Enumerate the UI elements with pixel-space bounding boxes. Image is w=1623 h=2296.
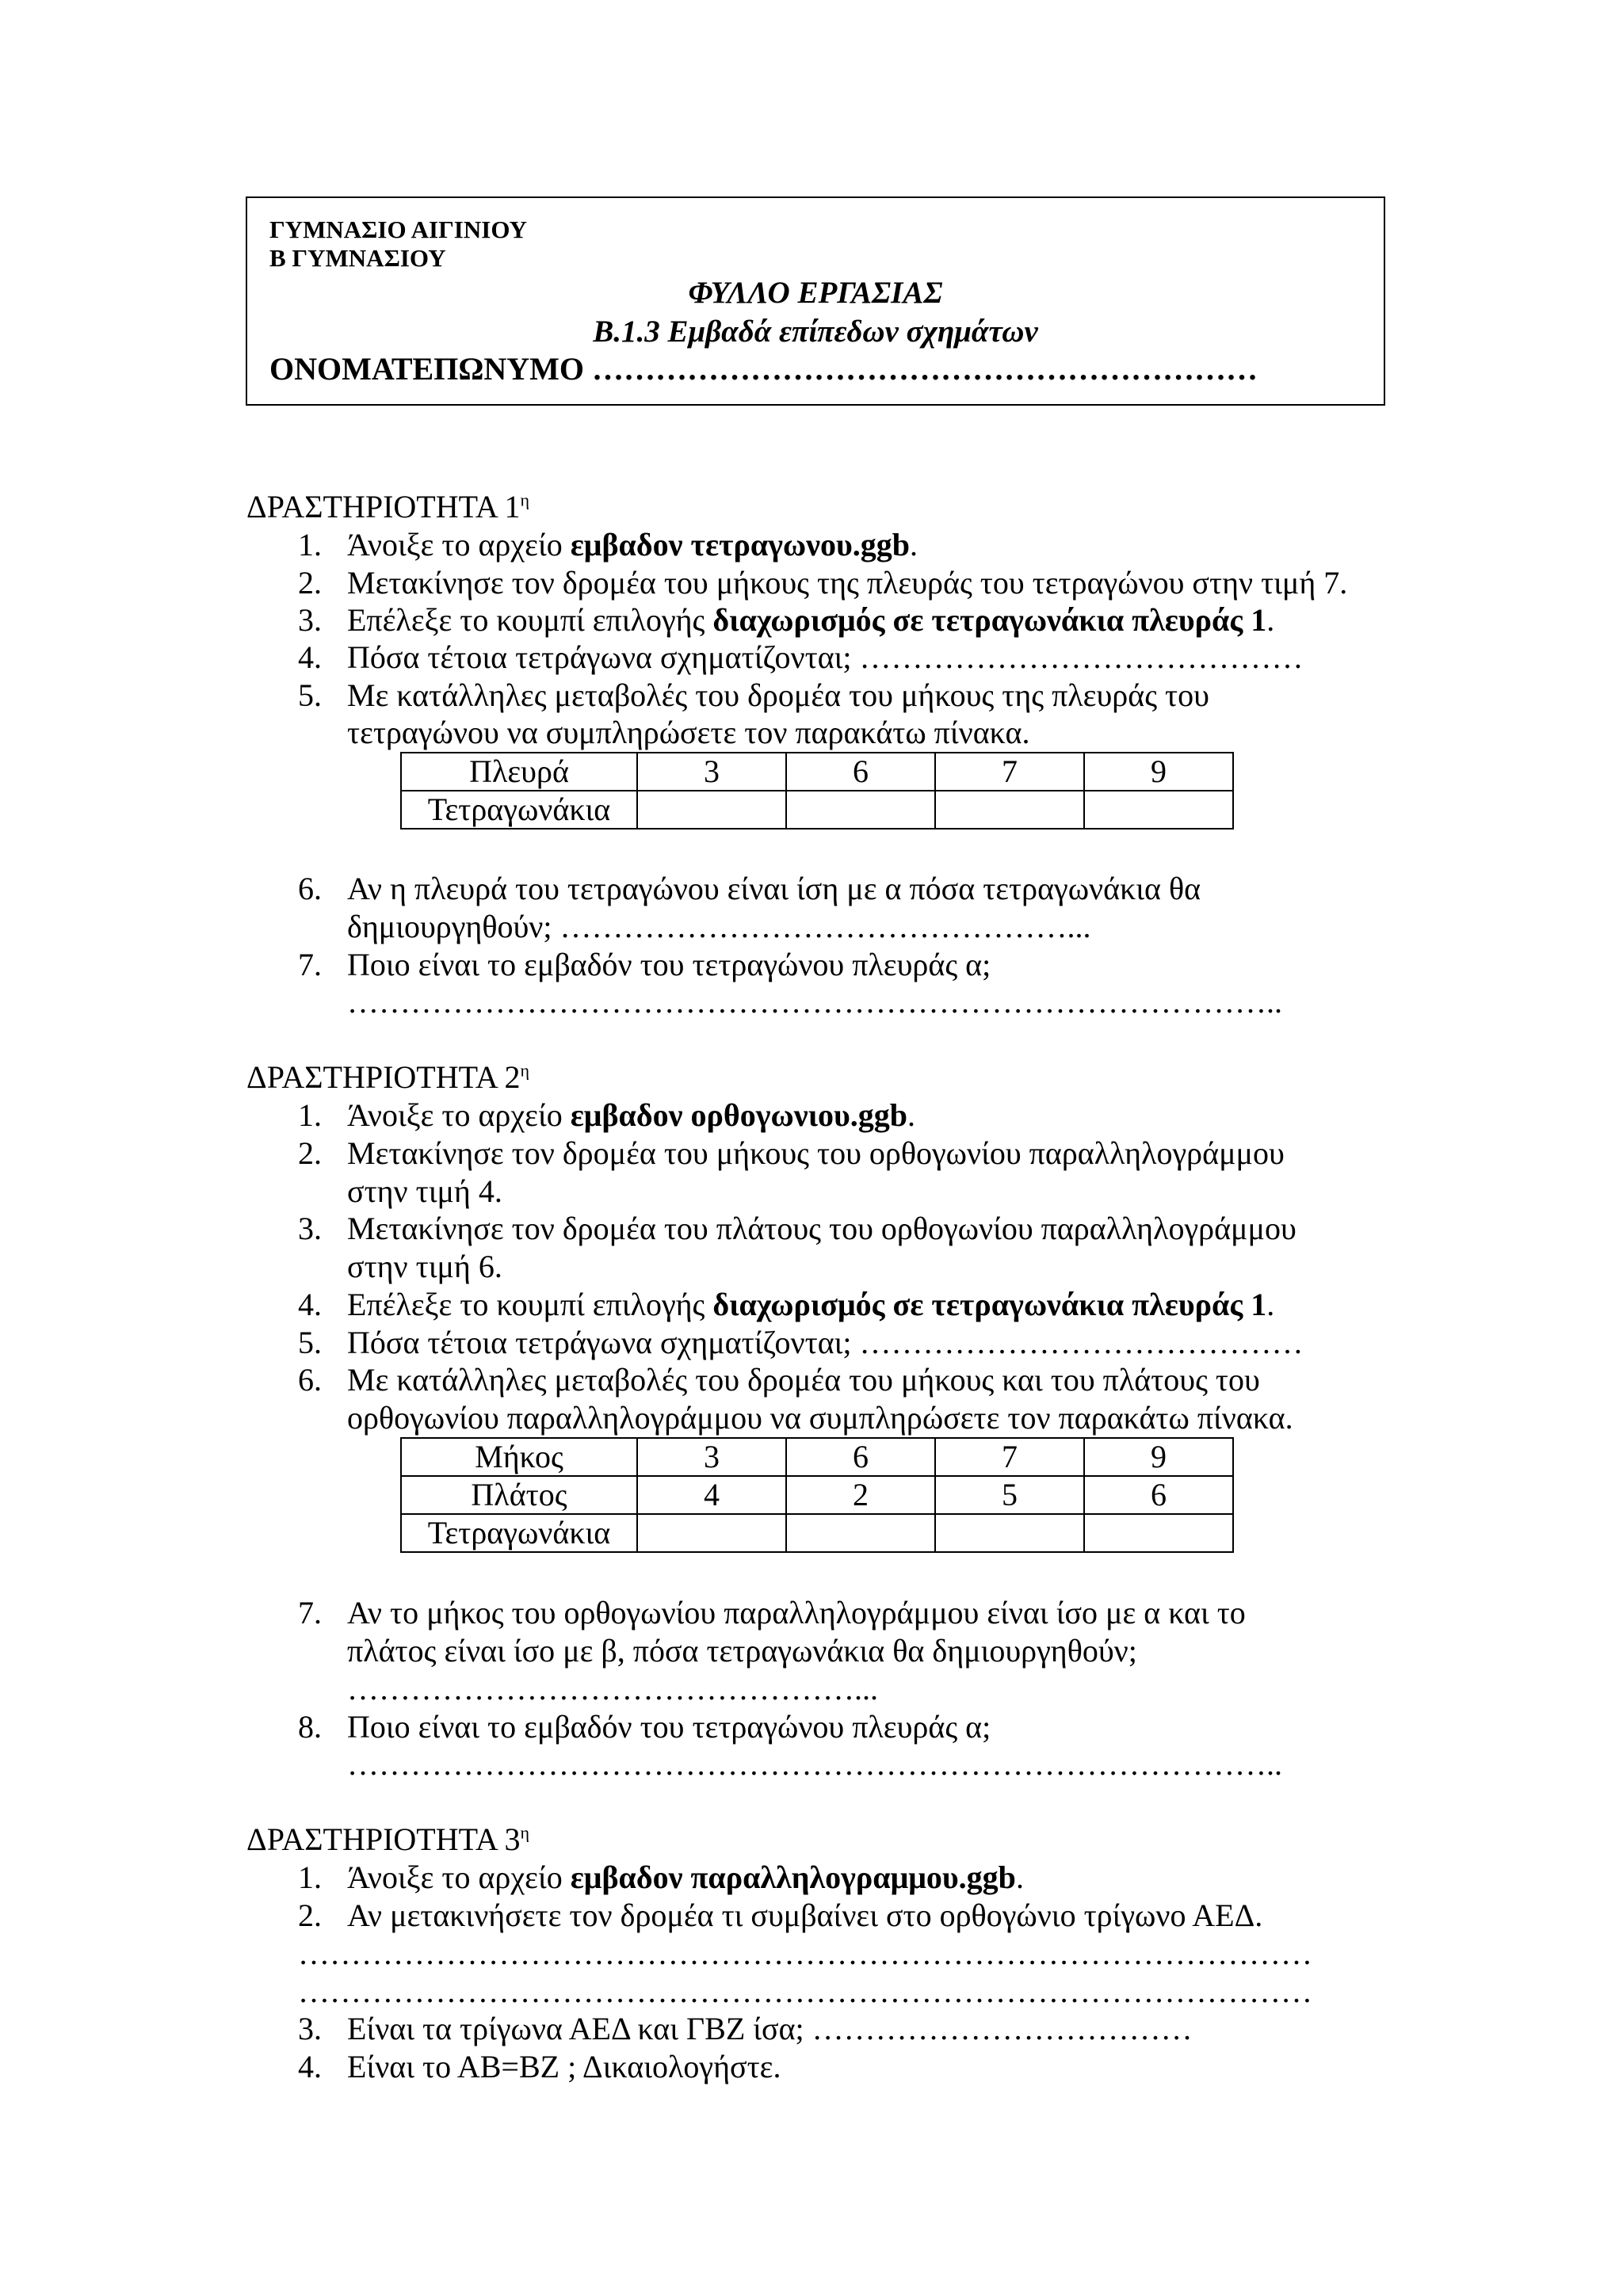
activity-3-title: ΔΡΑΣΤΗΡΙΟΤΗΤΑ $3^\eta$ xyxy=(246,1821,530,1857)
table-cell: 5 xyxy=(935,1476,1084,1514)
filename: εμβαδον παραλληλογραμμου.ggb xyxy=(570,1859,1016,1895)
list-number: 1. xyxy=(298,1859,322,1895)
filename: εμβαδον ορθογωνιου.ggb xyxy=(570,1097,908,1133)
activity-2-title: ΔΡΑΣΤΗΡΙΟΤΗΤΑ $2^\eta$ xyxy=(246,1059,530,1095)
answer-cell xyxy=(637,791,786,829)
list-item: Ποιο είναι το εμβαδόν του τετραγώνου πλευράς α; xyxy=(347,947,991,982)
student-name-field: ΟΝΟΜΑΤΕΠΩΝΥΜΟ ……………………………………………………… xyxy=(269,351,1258,387)
list-item-continuation: ορθογωνίου παραλληλογράμμου να συμπληρώσετε τον παρακάτω πίνακα. xyxy=(347,1400,1293,1436)
list-item: Επέλεξε το κουμπί επιλογής διαχωρισμός σε τετραγωνάκια πλευράς 1. xyxy=(347,602,1275,638)
list-item: Με κατάλληλες μεταβολές του δρομέα του μήκους και του πλάτους του xyxy=(347,1362,1260,1398)
row-label: Πλάτος xyxy=(401,1476,637,1514)
answer-cell xyxy=(1084,791,1233,829)
list-item-continuation: πλάτος είναι ίσο με β, πόσα τετραγωνάκια θα δημιουργηθούν; xyxy=(347,1633,1137,1669)
answer-cell xyxy=(786,791,935,829)
table-cell: 9 xyxy=(1084,1438,1233,1476)
answer-cell xyxy=(637,1514,786,1552)
length-width-squares-table xyxy=(400,1437,1234,1553)
table-cell: 6 xyxy=(1084,1476,1233,1514)
table-cell: 6 xyxy=(786,1438,935,1476)
table-cell: 7 xyxy=(935,1438,1084,1476)
list-item: Άνοιξε το αρχείο εμβαδον παραλληλογραμμου.ggb. xyxy=(347,1859,1024,1895)
table-cell: 3 xyxy=(637,753,786,791)
list-number: 3. xyxy=(298,1211,322,1246)
list-number: 2. xyxy=(298,565,322,601)
list-item: Μετακίνησε τον δρομέα του μήκους του ορθογωνίου παραλληλογράμμου xyxy=(347,1135,1285,1171)
answer-dots: …………………………………………………………………………….. xyxy=(347,1746,1282,1782)
list-number: 5. xyxy=(298,677,322,713)
list-item: Πόσα τέτοια τετράγωνα σχηματίζονται; …………………………………… xyxy=(347,1325,1304,1360)
list-item: Είναι τα τρίγωνα ΑΕΔ και ΓΒΖ ίσα; ……………………………… xyxy=(347,2011,1193,2046)
table-cell: 9 xyxy=(1084,753,1233,791)
list-item-continuation: στην τιμή 6. xyxy=(347,1249,502,1284)
row-label: Τετραγωνάκια xyxy=(401,1514,637,1552)
list-number: 7. xyxy=(298,1595,322,1630)
list-number: 6. xyxy=(298,871,322,906)
answer-cell xyxy=(935,1514,1084,1552)
list-number: 8. xyxy=(298,1709,322,1745)
list-item: Άνοιξε το αρχείο εμβαδον τετραγωνου.ggb. xyxy=(347,527,918,563)
answer-dots: …………………………………………... xyxy=(347,1671,878,1707)
list-number: 5. xyxy=(298,1325,322,1360)
table-cell: 3 xyxy=(637,1438,786,1476)
activity-1-title: ΔΡΑΣΤΗΡΙΟΤΗΤΑ $1^\eta$ xyxy=(246,489,530,524)
list-number: 3. xyxy=(298,2011,322,2046)
answer-dots: …………………………………………………………………………………… xyxy=(298,1976,1312,2008)
list-number: 4. xyxy=(298,639,322,675)
answer-cell xyxy=(935,791,1084,829)
list-item: Μετακίνησε τον δρομέα του πλάτους του ορθογωνίου παραλληλογράμμου xyxy=(347,1211,1296,1246)
list-item: Άνοιξε το αρχείο εμβαδον ορθογωνιου.ggb. xyxy=(347,1097,916,1133)
table-cell: 6 xyxy=(786,753,935,791)
list-number: 7. xyxy=(298,947,322,982)
list-item: Είναι το ΑΒ=ΒΖ ; Δικαιολογήστε. xyxy=(347,2049,781,2084)
list-item: Με κατάλληλες μεταβολές του δρομέα του μήκους της πλευράς του xyxy=(347,677,1209,713)
answer-cell xyxy=(1084,1514,1233,1552)
list-number: 2. xyxy=(298,1135,322,1171)
table-row xyxy=(401,1514,1233,1552)
answer-dots: …………………………………………………………………………………… xyxy=(298,1938,1312,1970)
list-item: Μετακίνησε τον δρομέα του μήκους της πλευράς του τετραγώνου στην τιμή 7. xyxy=(347,565,1348,601)
row-label: Τετραγωνάκια xyxy=(401,791,637,829)
list-item: Αν το μήκος του ορθογωνίου παραλληλογράμμου είναι ίσο με α και το xyxy=(347,1595,1246,1630)
option-name: διαχωρισμός σε τετραγωνάκια πλευράς 1 xyxy=(712,1287,1267,1322)
row-label: Μήκος xyxy=(401,1438,637,1476)
list-item-continuation: δημιουργηθούν; …………………………………………... xyxy=(347,909,1091,944)
list-number: 2. xyxy=(298,1897,322,1933)
list-number: 1. xyxy=(298,1097,322,1133)
list-item: Αν η πλευρά του τετραγώνου είναι ίση με α πόσα τετραγωνάκια θα xyxy=(347,871,1201,906)
list-number: 4. xyxy=(298,2049,322,2084)
answer-dots: …………………………………………………………………………….. xyxy=(347,984,1282,1020)
filename: εμβαδον τετραγωνου.ggb xyxy=(570,527,911,563)
list-item-continuation: στην τιμή 4. xyxy=(347,1173,502,1209)
side-squares-table xyxy=(400,752,1234,830)
list-item-continuation: τετραγώνου να συμπληρώσετε τον παρακάτω πίνακα. xyxy=(347,715,1030,750)
list-number: 4. xyxy=(298,1287,322,1322)
class-name: Β ΓΥΜΝΑΣΙΟΥ xyxy=(269,244,446,272)
table-row xyxy=(401,1476,1233,1514)
list-item: Πόσα τέτοια τετράγωνα σχηματίζονται; …………………………………… xyxy=(347,639,1304,675)
sheet-subtitle: Β.1.3 Εμβαδά επίπεδων σχημάτων xyxy=(593,315,1038,349)
option-name: διαχωρισμός σε τετραγωνάκια πλευράς 1 xyxy=(712,602,1267,638)
list-number: 3. xyxy=(298,602,322,638)
list-item: Ποιο είναι το εμβαδόν του τετραγώνου πλευράς α; xyxy=(347,1709,991,1745)
sheet-title: ΦΥΛΛΟ ΕΡΓΑΣΙΑΣ xyxy=(688,276,943,310)
table-row xyxy=(401,791,1233,829)
answer-cell xyxy=(786,1514,935,1552)
list-item: Αν μετακινήσετε τον δρομέα τι συμβαίνει στο ορθογώνιο τρίγωνο ΑΕΔ. xyxy=(347,1897,1263,1933)
header-box xyxy=(246,196,1385,406)
table-row xyxy=(401,753,1233,791)
table-cell: 7 xyxy=(935,753,1084,791)
row-label: Πλευρά xyxy=(401,753,637,791)
list-number: 6. xyxy=(298,1362,322,1398)
table-cell: 4 xyxy=(637,1476,786,1514)
table-row xyxy=(401,1438,1233,1476)
school-name: ΓΥΜΝΑΣΙΟ ΑΙΓΙΝΙΟΥ xyxy=(269,215,528,243)
list-item: Επέλεξε το κουμπί επιλογής διαχωρισμός σε τετραγωνάκια πλευράς 1. xyxy=(347,1287,1275,1322)
table-cell: 2 xyxy=(786,1476,935,1514)
list-number: 1. xyxy=(298,527,322,563)
